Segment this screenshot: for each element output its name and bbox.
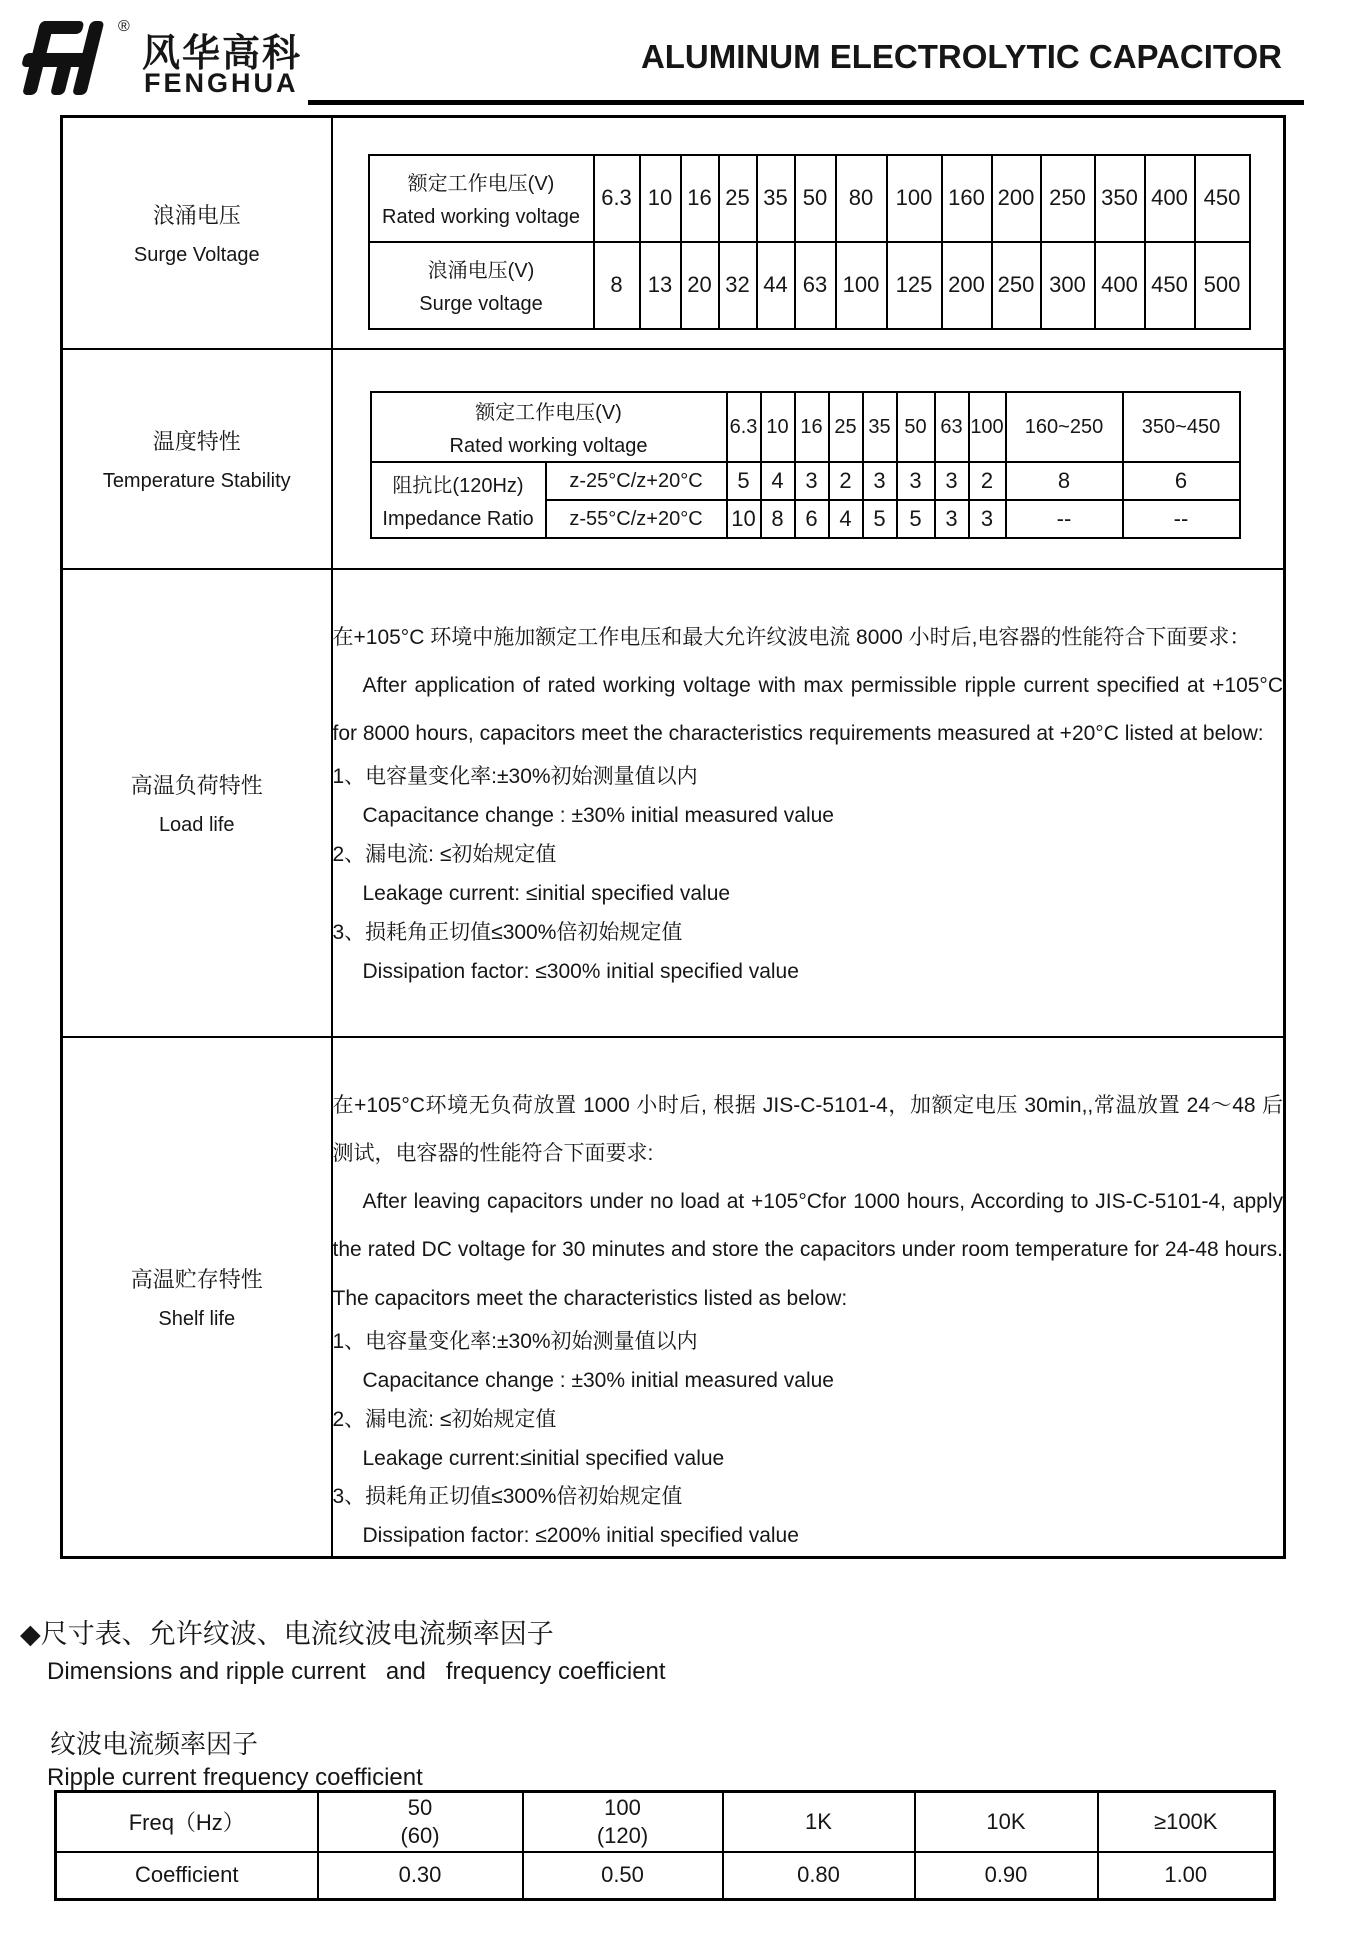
shelf-life-item3-cn: 3、损耗角正切值≤300%倍初始规定值 xyxy=(332,1485,683,1509)
load-life-intro-cn: 在+105°C 环境中施加额定工作电压和最大允许纹波电流 8000 小时后,电容器的性能符合下面要求： xyxy=(332,625,1251,649)
rated-voltage-value: 250 xyxy=(1041,155,1095,242)
rated-voltage-value: 350 xyxy=(1095,155,1145,242)
rated-voltage-value: 50 xyxy=(795,155,836,242)
coefficient-row-label: Coefficient xyxy=(56,1852,318,1900)
surge-voltage-value: 44 xyxy=(757,242,795,329)
voltage-column: 63 xyxy=(935,392,969,462)
page-title: ALUMINUM ELECTROLYTIC CAPACITOR xyxy=(640,38,1282,75)
freq-column-header: ≥100K xyxy=(1098,1792,1275,1852)
surge-voltage-header-en: Surge voltage xyxy=(419,293,543,316)
coefficient-value: 0.80 xyxy=(723,1852,915,1900)
specification-table xyxy=(60,115,1286,1559)
section-bullet-icon: ◆ xyxy=(20,1619,41,1649)
row-label-shelf-en: Shelf life xyxy=(158,1307,236,1330)
load-life-intro-en: After application of rated working voltage with max permissible ripple current specified at +105°C for 8000 hours, capacitors meet the characteristics requirements measured at +20°C listed at below: xyxy=(332,673,1283,746)
shelf-life-item1-cn: 1、电容量变化率:±30%初始测量值以内 xyxy=(332,1329,698,1353)
surge-voltage-value: 100 xyxy=(836,242,887,329)
shelf-life-item1-en: Capacitance change : ±30% initial measured value xyxy=(362,1368,834,1392)
freq-value-alt: (120) xyxy=(596,1822,649,1848)
voltage-column: 100 xyxy=(969,392,1006,462)
row-label-temp-cn: 温度特性 xyxy=(152,428,241,454)
ripple-subheading-en: Ripple current frequency coefficient xyxy=(47,1764,423,1791)
row-label-surge-cn: 浪涌电压 xyxy=(152,202,241,228)
dimensions-heading-en: Dimensions and ripple current and frequency coefficient xyxy=(47,1658,666,1685)
surge-voltage-value: 32 xyxy=(719,242,757,329)
shelf-life-content xyxy=(332,1037,1285,1558)
z55-value: 6 xyxy=(795,500,829,538)
z55-value: 5 xyxy=(897,500,935,538)
surge-voltage-value: 200 xyxy=(942,242,992,329)
row-label-load-life xyxy=(62,569,332,1037)
load-life-item3-cn: 3、损耗角正切值≤300%倍初始规定值 xyxy=(332,920,683,944)
z55-value: 5 xyxy=(863,500,897,538)
rated-voltage-header-en: Rated working voltage xyxy=(382,206,580,229)
z55-value: 8 xyxy=(761,500,795,538)
surge-voltage-value: 20 xyxy=(681,242,719,329)
rated-voltage-value: 16 xyxy=(681,155,719,242)
surge-voltage-value: 8 xyxy=(594,242,640,329)
temperature-stability-content xyxy=(332,349,1285,569)
z25-value: 3 xyxy=(935,462,969,500)
logo-text-en: FENGHUA xyxy=(144,68,299,98)
freq-value-alt: (60) xyxy=(400,1822,440,1848)
shelf-life-item3-en: Dissipation factor: ≤200% initial specified value xyxy=(362,1524,799,1548)
rated-voltage-value: 35 xyxy=(757,155,795,242)
freq-column-header: 10K xyxy=(915,1792,1098,1852)
temperature-stability-table xyxy=(370,391,1241,539)
row-label-surge-en: Surge Voltage xyxy=(133,243,260,266)
z55-value: -- xyxy=(1123,500,1240,538)
coefficient-value: 0.30 xyxy=(318,1852,523,1900)
rated-voltage-value: 10 xyxy=(640,155,681,242)
impedance-ratio-header-en: Impedance Ratio xyxy=(382,508,534,530)
rated-voltage-header-en: Rated working voltage xyxy=(449,435,648,457)
shelf-life-item2-en: Leakage current:≤initial specified value xyxy=(362,1446,725,1470)
voltage-column: 16 xyxy=(795,392,829,462)
z55-value: 3 xyxy=(935,500,969,538)
surge-voltage-value: 13 xyxy=(640,242,681,329)
rated-voltage-value: 80 xyxy=(836,155,887,242)
rated-voltage-value: 160 xyxy=(942,155,992,242)
rated-voltage-value: 450 xyxy=(1195,155,1250,242)
z25-value: 6 xyxy=(1123,462,1240,500)
rated-voltage-header xyxy=(371,392,727,462)
coefficient-value: 1.00 xyxy=(1098,1852,1275,1900)
freq-value: 100 xyxy=(604,1795,641,1821)
freq-value: 50 xyxy=(407,1795,433,1821)
load-life-item2-cn: 2、漏电流: ≤初始规定值 xyxy=(332,843,557,867)
freq-row-label: Freq（Hz） xyxy=(56,1792,318,1852)
surge-voltage-value: 125 xyxy=(887,242,942,329)
z25-value: 2 xyxy=(829,462,863,500)
surge-voltage-value: 450 xyxy=(1145,242,1195,329)
rated-voltage-value: 200 xyxy=(992,155,1041,242)
voltage-column: 35 xyxy=(863,392,897,462)
z25-value: 4 xyxy=(761,462,795,500)
row-label-load-en: Load life xyxy=(158,813,235,836)
z55-condition: z-55°C/z+20°C xyxy=(546,500,727,538)
load-life-item1-en: Capacitance change : ±30% initial measured value xyxy=(362,804,834,828)
load-life-item2-en: Leakage current: ≤initial specified value xyxy=(362,881,731,905)
ripple-subheading-cn: 纹波电流频率因子 xyxy=(50,1729,259,1759)
freq-column-header xyxy=(318,1792,523,1852)
fenghua-logo-icon xyxy=(20,18,116,103)
freq-column-header xyxy=(523,1792,723,1852)
rated-voltage-header-cn: 额定工作电压(V) xyxy=(475,402,622,424)
z25-value: 2 xyxy=(969,462,1006,500)
coefficient-value: 0.50 xyxy=(523,1852,723,1900)
rated-voltage-value: 400 xyxy=(1145,155,1195,242)
z25-value: 5 xyxy=(727,462,761,500)
z25-value: 3 xyxy=(795,462,829,500)
voltage-column: 10 xyxy=(761,392,795,462)
voltage-column: 350~450 xyxy=(1123,392,1240,462)
row-label-shelf-cn: 高温贮存特性 xyxy=(130,1266,263,1292)
rated-voltage-value: 6.3 xyxy=(594,155,640,242)
row-label-temperature-stability xyxy=(62,349,332,569)
z25-value: 8 xyxy=(1006,462,1123,500)
surge-voltage-header xyxy=(369,242,594,329)
surge-voltage-value: 250 xyxy=(992,242,1041,329)
shelf-life-intro-en: After leaving capacitors under no load at +105°Cfor 1000 hours, According to JIS-C-5101-4, apply the rated DC voltage for 30 minutes and store the capacitors under room temperature for 24-48 hours. The capacitors meet the characteristics listed as below: xyxy=(332,1190,1283,1310)
surge-voltage-value: 500 xyxy=(1195,242,1250,329)
impedance-ratio-header-cn: 阻抗比(120Hz) xyxy=(392,475,524,497)
logo-text-cn: 风华高科 xyxy=(142,33,303,75)
voltage-column: 6.3 xyxy=(727,392,761,462)
dimensions-heading-cn-text: 尺寸表、允许纹波、电流纹波电流频率因子 xyxy=(40,1619,554,1649)
voltage-column: 50 xyxy=(897,392,935,462)
surge-voltage-value: 300 xyxy=(1041,242,1095,329)
z55-value: 4 xyxy=(829,500,863,538)
load-life-content xyxy=(332,569,1285,1037)
shelf-life-intro-cn: 在+105°C环境无负荷放置 1000 小时后, 根据 JIS-C-5101-4，加额定电压 30min,,常温放置 24～48 后测试，电容器的性能符合下面要求: xyxy=(332,1093,1283,1165)
load-life-item1-cn: 1、电容量变化率:±30%初始测量值以内 xyxy=(332,765,698,789)
z55-value: 10 xyxy=(727,500,761,538)
voltage-column: 25 xyxy=(829,392,863,462)
z25-condition: z-25°C/z+20°C xyxy=(546,462,727,500)
coefficient-value: 0.90 xyxy=(915,1852,1098,1900)
rated-voltage-header-cn: 额定工作电压(V) xyxy=(407,173,555,196)
surge-voltage-content xyxy=(332,117,1285,349)
load-life-item3-en: Dissipation factor: ≤300% initial specified value xyxy=(362,959,799,983)
rated-voltage-value: 100 xyxy=(887,155,942,242)
row-label-shelf-life xyxy=(62,1037,332,1558)
z55-value: -- xyxy=(1006,500,1123,538)
impedance-ratio-header xyxy=(371,462,546,538)
shelf-life-item2-cn: 2、漏电流: ≤初始规定值 xyxy=(332,1407,557,1431)
dimensions-heading-cn xyxy=(20,1612,554,1651)
rated-voltage-header xyxy=(369,155,594,242)
registered-trademark-icon: ® xyxy=(118,18,130,35)
surge-voltage-value: 400 xyxy=(1095,242,1145,329)
rated-voltage-value: 25 xyxy=(719,155,757,242)
header-divider xyxy=(308,100,1304,105)
frequency-coefficient-table xyxy=(54,1790,1276,1901)
row-label-load-cn: 高温负荷特性 xyxy=(130,772,263,798)
row-label-surge-voltage xyxy=(62,117,332,349)
freq-column-header: 1K xyxy=(723,1792,915,1852)
surge-voltage-value: 63 xyxy=(795,242,836,329)
row-label-temp-en: Temperature Stability xyxy=(102,469,291,492)
z25-value: 3 xyxy=(863,462,897,500)
surge-voltage-table xyxy=(368,154,1251,330)
voltage-column: 160~250 xyxy=(1006,392,1123,462)
surge-voltage-header-cn: 浪涌电压(V) xyxy=(427,260,535,283)
z25-value: 3 xyxy=(897,462,935,500)
z55-value: 3 xyxy=(969,500,1006,538)
